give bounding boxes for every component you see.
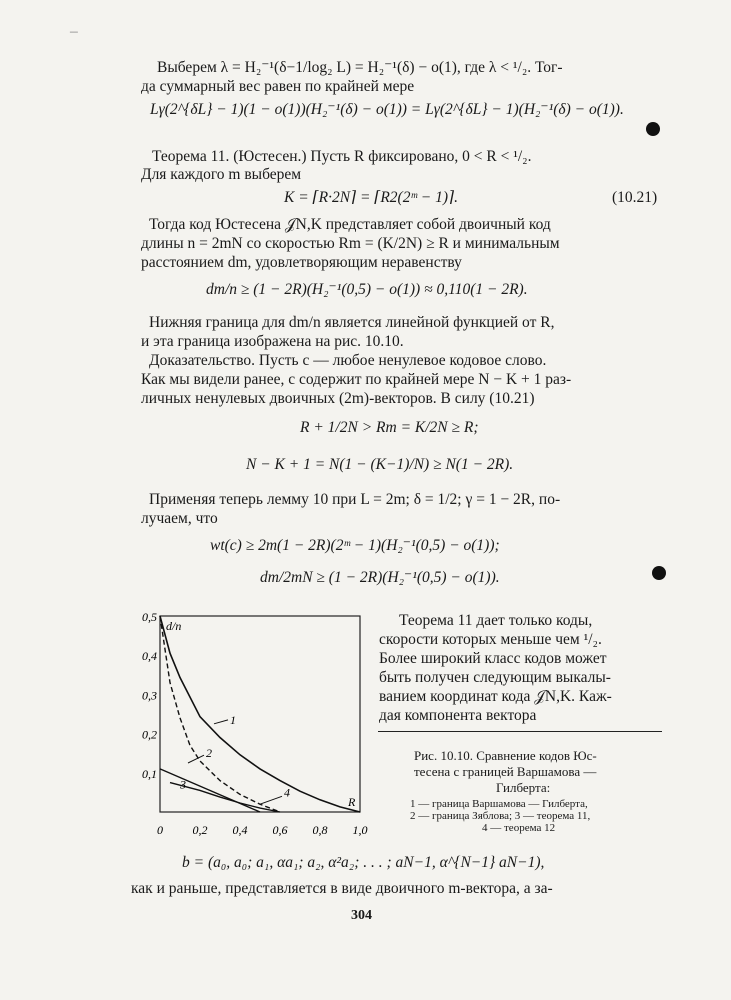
equation-number: (10.21) (612, 189, 658, 206)
series-2-label: 2 (206, 746, 212, 761)
figure-caption: тесена с границей Варшамова — (414, 764, 597, 779)
x-tick-label: 0,8 (312, 823, 328, 837)
y-tick-label: 0,4 (142, 649, 157, 664)
text-line: Доказательство. Пусть c — любое ненулевое кодовое слово. (149, 352, 547, 369)
figure-caption: Гилберта: (496, 780, 551, 795)
text-line: расстоянием dm, удовлетворяющим неравенству (141, 254, 462, 271)
caption-legend: 1 — граница Варшамова — Гилберта, (410, 798, 588, 810)
x-tick-label: 1,0 (352, 823, 368, 837)
side-text-line: Теорема 11 дает только коды, (399, 612, 593, 629)
y-tick-label: 0,3 (142, 688, 157, 703)
label-leader-1 (214, 720, 228, 724)
x-axis-label: R (348, 795, 356, 809)
plot-frame (160, 616, 360, 812)
text-line: Для каждого m выберем (141, 166, 302, 183)
equation: wt(c) ≥ 2m(1 − 2R)(2ᵐ − 1)(H₂⁻¹(0,5) − o(1)); (210, 537, 500, 554)
y-tick-label: 0,1 (142, 766, 157, 781)
text-line: лучаем, что (141, 510, 218, 527)
label-leader-4 (260, 796, 282, 804)
x-tick-label: 0,2 (192, 823, 208, 837)
text-line: как и раньше, представляется в виде двоичного m-вектора, а за- (131, 880, 553, 897)
end-of-proof-mark (652, 566, 666, 580)
side-text-line: скорости которых меньше чем ¹/₂. (379, 631, 602, 648)
y-tick-label: 0,5 (142, 610, 157, 624)
text-line: и эта граница изображена на рис. 10.10. (141, 333, 404, 350)
series-1-line (160, 616, 360, 812)
equation: Lγ(2^{δL} − 1)(1 − o(1))(H₂⁻¹(δ) − o(1)) = Lγ(2^{δL} − 1)(H₂⁻¹(δ) − o(1)). (150, 101, 624, 118)
equation: R + 1/2N > Rm = K/2N ≥ R; (300, 419, 479, 436)
series-2-line (160, 616, 280, 812)
equation: N − K + 1 = N(1 − (K−1)/N) ≥ N(1 − 2R). (246, 456, 514, 473)
side-text-line: быть получен следующим выкалы- (379, 669, 611, 686)
side-text-line: дая компонента вектора (379, 707, 537, 724)
caption-legend: 2 — граница Зяблова; 3 — теорема 11, (410, 810, 591, 822)
y-axis-label: d/n (166, 619, 182, 633)
x-tick-label: 0 (157, 823, 163, 837)
equation: b = (a₀, a₀; a₁, αa₁; a₂, α²a₂; . . . ; aN−1, α^{N−1} aN−1), (182, 854, 545, 871)
text-line: Тогда код Юстесена 𝒥N,K представляет собой двоичный код (149, 216, 551, 233)
text-line: Нижняя граница для dm/n является линейной функцией от R, (149, 314, 555, 331)
caption-legend: 4 — теорема 12 (482, 822, 556, 834)
figure-10-10-chart (140, 604, 380, 844)
y-tick-label: 0,2 (142, 727, 157, 742)
text-line: личных ненулевых двоичных (2m)-векторов. В силу (10.21) (141, 390, 535, 407)
page-number: 304 (351, 908, 372, 923)
caption-rule (378, 731, 662, 732)
series-3-label: 3 (180, 777, 186, 792)
end-of-proof-mark (646, 122, 660, 136)
equation: K = ⌈R·2N⌉ = ⌈R2(2ᵐ − 1)⌉. (284, 189, 458, 206)
series-1-label: 1 (230, 712, 236, 727)
text-line: Применяя теперь лемму 10 при L = 2m; δ = 1/2; γ = 1 − 2R, по- (149, 491, 561, 508)
x-tick-label: 0,6 (272, 823, 288, 837)
theorem-heading: Теорема 11. (Юстесен.) Пусть R фиксировано, 0 < R < ¹/₂. (152, 148, 532, 165)
series-4-label: 4 (284, 785, 290, 800)
text-line: длины n = 2mN со скоростью Rm = (K/2N) ≥ R и минимальным (141, 235, 560, 252)
equation: dm/n ≥ (1 − 2R)(H₂⁻¹(0,5) − o(1)) ≈ 0,110(1 − 2R). (206, 281, 528, 298)
side-text-line: ванием координат кода 𝒥N,K. Каж- (379, 688, 612, 705)
series-3-line (160, 769, 260, 812)
figure-caption: Рис. 10.10. Сравнение кодов Юс- (414, 748, 597, 763)
text-line: да суммарный вес равен по крайней мере (141, 78, 415, 95)
equation: dm/2mN ≥ (1 − 2R)(H₂⁻¹(0,5) − o(1)). (260, 569, 500, 586)
page-header-mark: – (70, 23, 78, 40)
text-line: Как мы видели ранее, c содержит по крайней мере N − K + 1 раз- (141, 371, 572, 388)
side-text-line: Более широкий класс кодов может (379, 650, 607, 667)
x-tick-label: 0,4 (232, 823, 248, 837)
text-line: Выберем λ = H₂⁻¹(δ−1/log₂ L) = H₂⁻¹(δ) − o(1), где λ < ¹/₂. Тог- (157, 59, 563, 76)
